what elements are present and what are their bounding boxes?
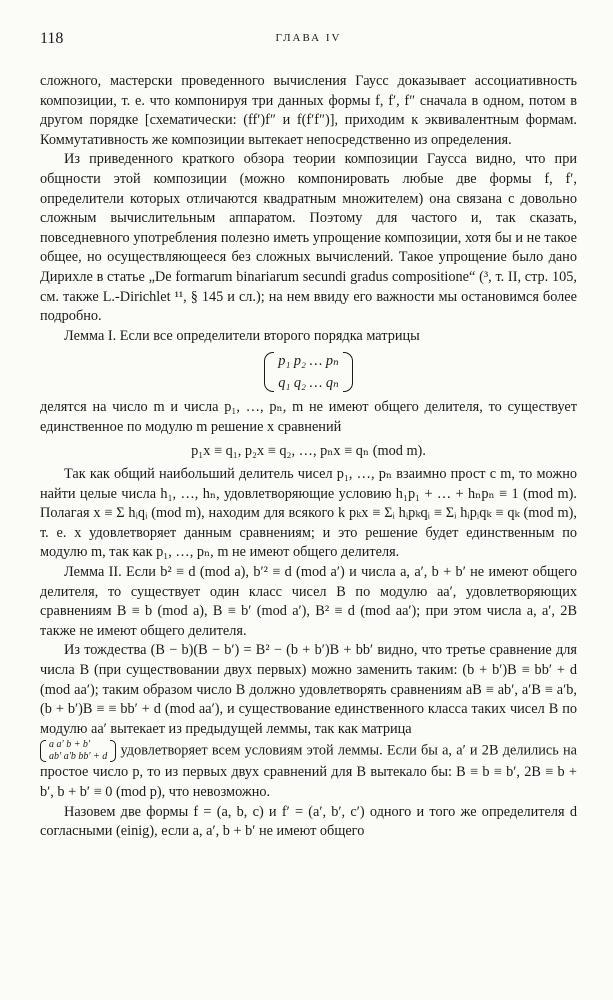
lemma-2-proof-tail: удовлетворяет всем условиям этой леммы. Если бы a, a′ и 2B делились на простое число p, то из первых двух сравнений для B вытекало бы: B ≡ b ≡ b′, 2B ≡ b + b′, b + b′ ≡ 0 (mod p), что невозможно.: [40, 742, 577, 800]
page-number: 118: [40, 30, 64, 47]
page-header: [40, 30, 577, 54]
congruence-system: p₁x ≡ q₁, p₂x ≡ q₂, …, pₙx ≡ qₙ (mod m).: [191, 442, 426, 459]
chapter-title: ГЛАВА IV: [275, 32, 342, 44]
matrix-body: [264, 350, 353, 394]
lemma-1-statement: Лемма I. Если все определители второго порядка матрицы: [64, 327, 420, 344]
matrix-row-p: p₁ p₂ … pₙ: [278, 353, 339, 370]
lemma-1-continuation: делятся на число m и числа p₁, …, pₙ, m не имеют общего делителя, то существует единственное по модулю m решение x сравнений: [40, 399, 577, 435]
lemma-2-proof: Из тождества (B − b)(B − b′) = B² − (b + b′)B + bb′ видно, что третье сравнение для числа B (при существовании двух первых) можно заменить таким: (b + b′)B ≡ bb′ + d (mod aa′); таким образом число B должно удовлетворять сравнениям aB ≡ ab′, a′B ≡ a′b, (b + b′)B ≡ ≡ bb′ + d (mod aa′), и существование единственного класса таких чисел B по модулю aa′ вытекает из предыдущей леммы, так как матрица: [40, 642, 577, 737]
paragraph-einig-definition: Назовем две формы f = (a, b, c) и f′ = (a′, b′, c′) одного и того же определителя d согласными (einig), если a, a′, b + b′ не имеют общего: [40, 803, 577, 840]
lemma-2-proof-end: [40, 739, 577, 802]
book-page: [40, 30, 577, 842]
matrix2-row-2: ab′ a′b bb′ + d: [49, 751, 108, 763]
matrix-p-q: [40, 350, 577, 394]
paragraph-continuation: сложного, мастерски проведенного вычисления Гаусс доказывает ассоциативность композиции, т. е. что компонируя три данных формы f, f′, f″ сначала в одном, потом в другом порядке [схематически: (ff′)f″ и f(f′f″)], приходим к эквивалентным формам. Коммутативность же композиции вытекает непосредственно из определения.: [40, 73, 577, 148]
paragraph-overview: Из приведенного краткого обзора теории композиции Гаусса видно, что при общности этой композиции (можно компонировать любые две формы f, f′, определители которых отличаются квадратным множителем) она связана с довольно сложным вычислительным аппаратом. Поэтому для частого и, так сказать, повседневного употребления полезно иметь упрощение композиции, хотя бы и не такое общее, но осуществляющееся без сложных вычислений. Такое упрощение было дано Дирихле в статье „De formarum binariarum secundi gradus compositione“ (³, т. II, стр. 105, см. также L.-Dirichlet ¹¹, § 145 и сл.); на нем ввиду его важности мы остановимся более подробно.: [40, 151, 577, 325]
matrix-row-q: q₁ q₂ … qₙ: [278, 375, 339, 392]
lemma-2-statement: Лемма II. Если b² ≡ d (mod a), b′² ≡ d (mod a′) и числа a, a′, b + b′ не имеют общего делителя, то существует один класс чисел B по модулю aa′, удовлетворяющих сравнениям B ≡ b (mod a), B ≡ b′ (mod a′), B² ≡ d (mod aa′); при этом числа a, a′, 2B также не имеют общего делителя.: [40, 564, 577, 639]
matrix2-row-1: a a′ b + b′: [49, 739, 91, 751]
lemma-1-proof: Так как общий наибольший делитель чисел p₁, …, pₙ взаимно прост с m, то можно найти целые числа h₁, …, hₙ, удовлетворяющие условию h₁p₁ + … + hₙpₙ ≡ 1 (mod m). Полагая x ≡ Σ hᵢqᵢ (mod m), находим для всякого k pₖx ≡ Σᵢ hᵢpₖqᵢ ≡ Σᵢ hᵢpᵢqₖ ≡ qₖ (mod m), т. е. x удовлетворяет данным сравнениям; и это решение будет единственным по модулю m, так как p₁, …, pₙ, m не имеют общего делителя.: [40, 466, 577, 561]
matrix-a-b: [40, 739, 116, 763]
body-text: [40, 72, 577, 842]
